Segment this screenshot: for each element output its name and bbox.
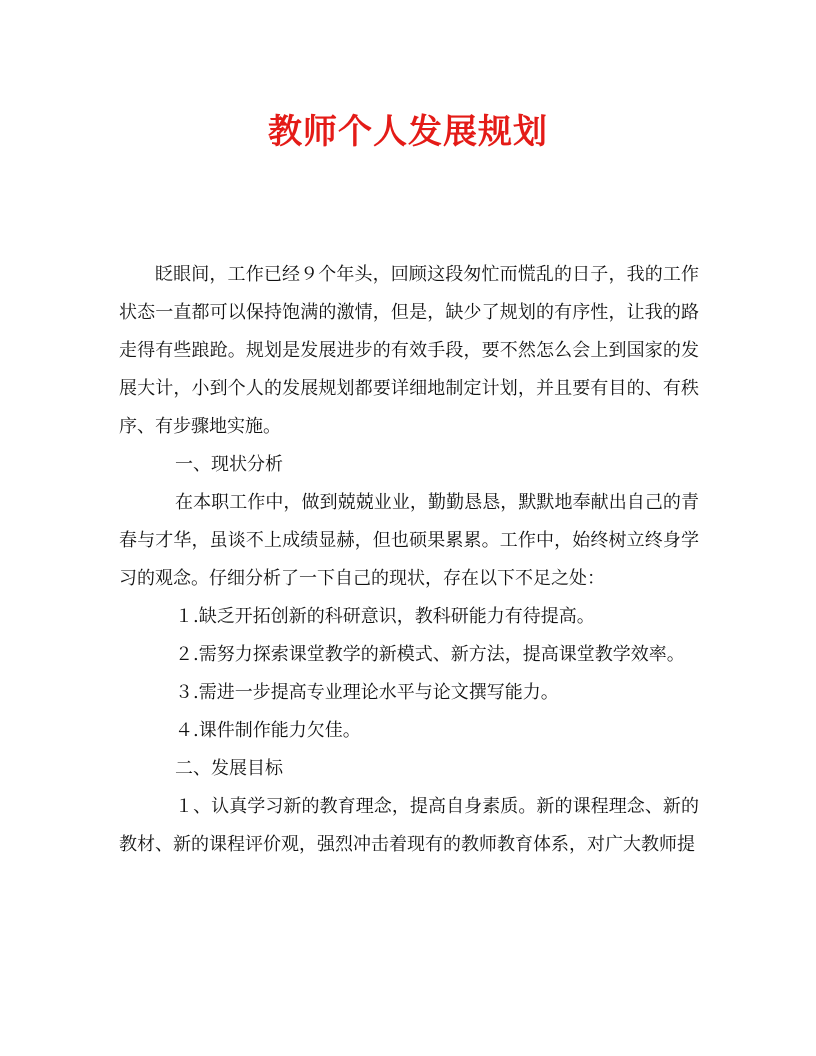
section-heading-status: 一、现状分析: [175, 454, 283, 475]
list-item: ４.课件制作能力欠佳。: [175, 720, 361, 741]
list-item: ２.需努力探索课堂教学的新模式、新方法，提高课堂教学效率。: [175, 644, 685, 665]
document-title: 教师个人发展规划: [268, 112, 548, 152]
paragraph-goal-1: １、认真学习新的教育理念，提高自身素质。新的课程理念、新的教材、新的课程评价观，强烈冲击着现有的教师教育体系，对广大教师提: [119, 796, 699, 855]
list-item: １.缺乏开拓创新的科研意识，教科研能力有待提高。: [175, 606, 595, 627]
section-heading-goals: 二、发展目标: [175, 758, 283, 779]
paragraph-status: 在本职工作中，做到兢兢业业，勤勤恳恳，默默地奉献出自己的青春与才华，虽谈不上成绩显赫，但也硕果累累。工作中，始终树立终身学习的观念。仔细分析了一下自己的现状，存在以下不足之处：: [119, 492, 699, 589]
document-body: [119, 256, 699, 864]
paragraph-intro: 眨眼间，工作已经９个年头，回顾这段匆忙而慌乱的日子，我的工作状态一直都可以保持饱满的激情，但是，缺少了规划的有序性，让我的路走得有些踉跄。规划是发展进步的有效手段，要不然怎么会上到国家的发展大计，小到个人的发展规划都要详细地制定计划，并且要有目的、有秩序、有步骤地实施。: [119, 264, 699, 437]
list-item: ３.需进一步提高专业理论水平与论文撰写能力。: [175, 682, 559, 703]
